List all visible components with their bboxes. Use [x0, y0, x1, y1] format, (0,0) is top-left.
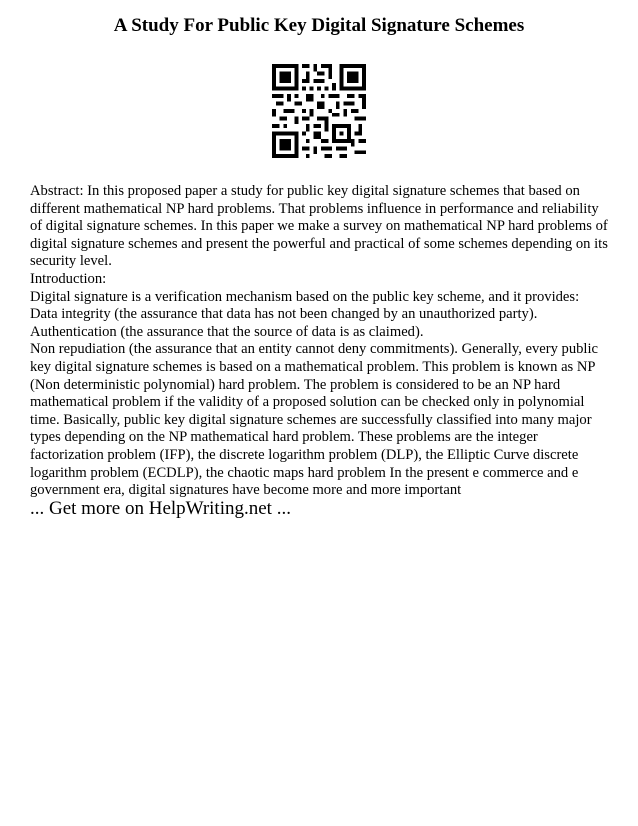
abstract-paragraph: Abstract: In this proposed paper a study for public key digital signature schemes that based on different mathematical NP hard problems. That problems influence in performance and reliability of digital signature schemes. In this paper we make a survey on mathematical NP hard problems of digital signature schemes and present the powerful and practical of some schemes depending on its security level. — [30, 183, 608, 270]
non-repudiation-paragraph: Non repudiation (the assurance that an entity cannot deny commitments). Generally, every public key digital signature schemes is based on a mathematical problem. This problem is known as NP (Non deterministic polynomial) hard problem. The problem is considered to be an NP hard mathematical problem if the validity of a proposed solution can be checked only in polynomial time. Basically, public key digital signature schemes are successfully classified into many major types depending on the NP mathematical hard problem. These problems are the integer factorization problem (IFP), the discrete logarithm problem (DLP), the Elliptic Curve discrete logarithm problem (ECDLP), the chaotic maps hard problem In the present e commerce and e government era, digital signatures have become more and more important — [30, 341, 599, 499]
qr-code-icon — [272, 64, 366, 158]
data-integrity-line: Data integrity (the assurance that data has not been changed by an unauthorized party). — [30, 306, 538, 323]
document-body — [30, 183, 614, 500]
introduction-heading: Introduction: — [30, 270, 107, 287]
document-title: A Study For Public Key Digital Signature Schemes — [113, 15, 525, 36]
authentication-line: Authentication (the assurance that the source of data is as claimed). — [30, 323, 424, 340]
get-more-link[interactable]: ... Get more on HelpWriting.net ... — [30, 498, 291, 519]
intro-paragraph: Digital signature is a verification mechanism based on the public key scheme, and it provides: — [30, 288, 580, 305]
